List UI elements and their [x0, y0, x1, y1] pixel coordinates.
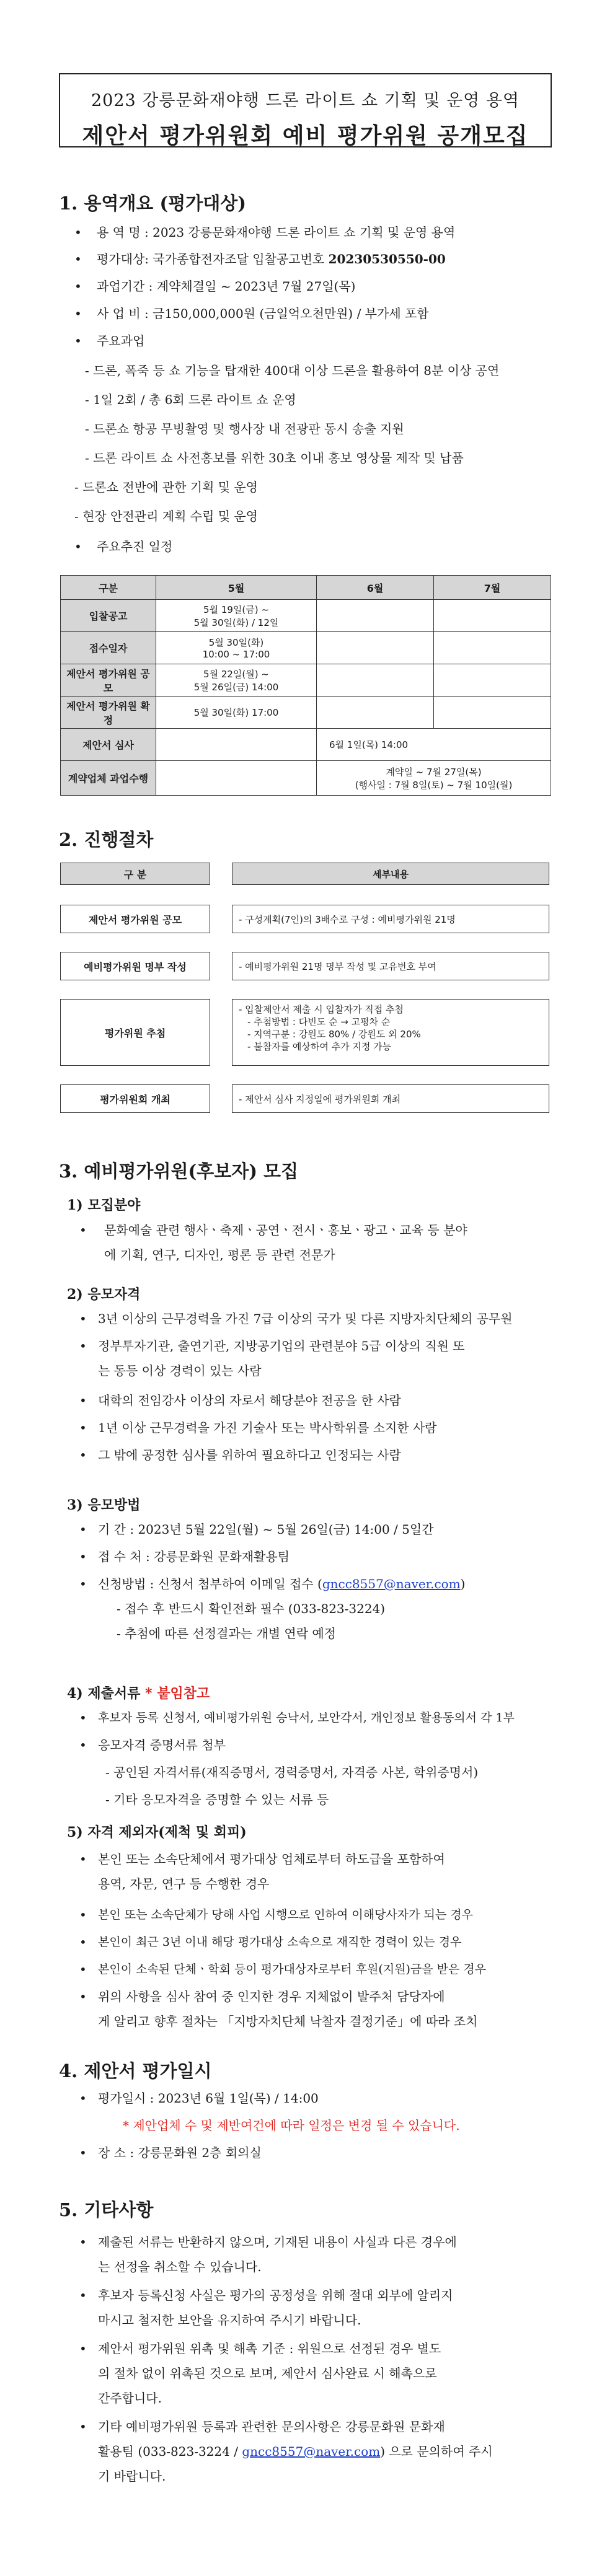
s1-item-value: : 금150,000,000원 (금일억오천만원) / 부가세 포함	[144, 306, 429, 321]
s1-item-label: 용 역 명	[97, 225, 141, 240]
eval-location: 장 소 : 강릉문화원 2층 회의실	[98, 2145, 262, 2160]
misc-item: 제안서 평가위원 위촉 및 해촉 기준 : 위원으로 선정된 경우 별도 의 절차 없이 위촉된 것으로 보며, 제안서 심사완료 시 해촉으로 간주합니다.	[98, 2341, 441, 2406]
proc-step-detail: - 예비평가위원 21명 명부 작성 및 고유번호 부여	[232, 952, 549, 980]
s1-schedule-label: • 주요추진 일정	[74, 539, 173, 554]
table-row: 제안서 심사 6월 1일(목) 14:00	[61, 729, 551, 761]
contact-email-link[interactable]: gncc8557@naver.com	[242, 2444, 381, 2459]
document-page: 2023 강릉문화재야행 드론 라이트 쇼 기획 및 운영 용역 제안서 평가위원회 예비 평가위원 공개모집 1. 용역개요 (평가대상) • 용 역 명 : 2023 강릉문화재야행 드론 라이트 쇼 기획 및 운영 용역 • 평가대상: 국가종합전자조달 입찰공고번호 20230530550-00 • 과업기간 : 계약체결일 ~ 2023년 7월 27일(목) • 사 업 비 : 금150,000,000원 (금일억오천만원) / 부가세 포함 • 주요과업 - 드론, 폭죽 등 쇼 기능을 탑재한 400대 이상 드론을 활용하여 8분 이상 공연 - 1일 2회 / 총 6회 드론 라이트 쇼 운영 - 드론쇼 항공 무빙촬영 및 행사장 내 전광판 동시 송출 지원 - 드론 라이트 쇼 사전홍보를 위한 30초 이내 홍보 영상물 제작 및 납품 - 드론쇼 전반에 관한 기획 및 운영 - 현장 안전관리 계획 수립 및 운영 • 주요추진 일정 구분 5월 6월 7월 입찰공고 5월 19일(금) ~ 5월 30일(화) / 12일 접수일자 5월 30일(화) 10:00 ~ 17:00 제안서 평가위원 공모 5월 22일(월) ~ 5월 26일(금) 14:00 제안서 평가위원 확정 5월 30일(화) 17:00 제안서 심사 6월 1일(목) 14:00 계약업체 과업수행 계약일 ~ 7월 27일(목) (행사일 : 7월 8일(토) ~ 7월 10일(월) 2. 진행절차 구 분 세부내용 제안서 평가위원 공모 - 구성계획(7인)의 3배수로 구성 : 예비평가위원 21명 예비평가위원 명부 작성 - 예비평가위원 21명 명부 작성 및 고유번호 부여 평가위원 추첨 - 입찰제안서 제출 시 입찰자가 직접 추첨 - 추첨방법 : 다빈도 순 → 고평차 순 - 지역구분 : 강원도 80% / 강원도 외 20% - 불참자를 예상하여 추가 지정 가능 평가위원회 개최 - 제안서 심사 지정일에 평가위원회 개최 3. 예비평가위원(후보자) 모집 1) 모집분야 • 문화예술 관련 행사ㆍ축제ㆍ공연ㆍ전시ㆍ홍보ㆍ광고ㆍ교육 등 분야 에 기획, 연구, 디자인, 평론 등 관련 전문가 2) 응모자격 • 3년 이상의 근무경력을 가진 7급 이상의 국가 및 다른 지방자치단체의 공무원 • 정부투자기관, 출연기관, 지방공기업의 관련분야 5급 이상의 직원 또 는 동등 이상 경력이 있는 사람 • 대학의 전임강사 이상의 자로서 해당분야 전공을 한 사람 • 1년 이상 근무경력을 가진 기술사 또는 박사학위를 소지한 사람 • 그 밖에 공정한 심사를 위하여 필요하다고 인정되는 사람 3) 응모방법 • 기 간 : 2023년 5월 22일(월) ~ 5월 26일(금) 14:00 / 5일간 • 접 수 처 : 강릉문화원 문화재활용팀 • 신청방법 : 신청서 첨부하여 이메일 접수 (gncc8557@naver.com) - 접수 후 반드시 확인전화 필수 (033-823-3224) - 추첨에 따른 선정결과는 개별 연락 예정 4) 제출서류 * 붙임참고 • 후보자 등록 신청서, 예비평가위원 승낙서, 보안각서, 개인정보 활용동의서 각 1부 • 응모자격 증명서류 첨부 - 공인된 자격서류(재직증명서, 경력증명서, 자격증 사본, 학위증명서) - 기타 응모자격을 증명할 수 있는 서류 등 5) 자격 제외자(제척 및 회피) • 본인 또는 소속단체에서 평가대상 업체로부터 하도급을 포함하여 용역, 자문, 연구 등 수행한 경우 • 본인 또는 소속단체가 당해 사업 시행으로 인하여 이해당사자가 되는 경우 • 본인이 최근 3년 이내 해당 평가대상 소속으로 재직한 경력이 있는 경우 • 본인이 소속된 단체ㆍ학회 등이 평가대상자로부터 후원(지원)금을 받은 경우 • 위의 사항을 심사 참여 중 인지한 경우 지체없이 발주처 담당자에 게 알리고 향후 절차는 「지방자치단체 낙찰자 결정기준」에 따라 조치 4. 제안서 평가일시 • 평가일시 : 2023년 6월 1일(목) / 14:00 * 제안업체 수 및 제반여건에 따라 일정은 변경 될 수 있습니다. • 장 소 : 강릉문화원 2층 회의실 5. 기타사항 • 제출된 서류는 반환하지 않으며, 기재된 내용이 사실과 다른 경우에 는 선정을 취소할 수 있습니다. • 후보자 등록신청 사실은 평가의 공정성을 위해 절대 외부에 알리지 마시고 철저한 보안을 유지하여 주시기 바랍니다. • 제안서 평가위원 위촉 및 해촉 기준 : 위원으로 선정된 경우 별도 의 절차 없이 위촉된 것으로 보며, 제안서 심사완료 시 해촉으로 간주합니다. • 기타 예비평가위원 등록과 관련한 문의사항은 강릉문화원 문화재 활용팀 (033-823-3224 / gncc8557@naver.com) 으로 문의하여 주시 기 바랍니다.	[0, 0, 615, 2576]
task-item: - 드론쇼 항공 무빙촬영 및 행사장 내 전광판 동시 송출 지원	[85, 421, 404, 436]
title-line-1: 2023 강릉문화재야행 드론 라이트 쇼 기획 및 운영 용역	[91, 91, 520, 110]
eligibility-item: 3년 이상의 근무경력을 가진 7급 이상의 국가 및 다른 지방자치단체의 공무원	[98, 1311, 513, 1326]
document-item: 응모자격 증명서류 첨부	[98, 1738, 226, 1752]
misc-item-contact: 기타 예비평가위원 등록과 관련한 문의사항은 강릉문화원 문화재 활용팀 (033-823-3224 / gncc8557@naver.com) 으로 문의하여 주시 기 바랍니다.	[98, 2419, 493, 2484]
schedule-change-note: * 제안업체 수 및 제반여건에 따라 일정은 변경 될 수 있습니다.	[123, 2118, 460, 2133]
proc-step-detail: - 구성계획(7인)의 3배수로 구성 : 예비평가위원 21명	[232, 905, 549, 933]
section-5-heading: 5. 기타사항	[59, 2199, 154, 2220]
eval-datetime: 평가일시 : 2023년 6월 1일(목) / 14:00	[98, 2091, 319, 2106]
table-header: 7월	[434, 576, 551, 600]
table-header: 5월	[156, 576, 317, 600]
proc-step-label: 제안서 평가위원 공모	[60, 905, 210, 933]
proc-step-detail: - 제안서 심사 지정일에 평가위원회 개최	[232, 1084, 549, 1113]
title-box	[59, 73, 552, 147]
s3-sub1-bullet: •	[79, 1223, 87, 1237]
table-row: 접수일자 5월 30일(화) 10:00 ~ 17:00	[61, 632, 551, 664]
document-dash: - 공인된 자격서류(재직증명서, 경력증명서, 자격증 사본, 학위증명서)	[105, 1765, 479, 1780]
section-3-heading: 3. 예비평가위원(후보자) 모집	[59, 1161, 299, 1182]
document-item: 후보자 등록 신청서, 예비평가위원 승낙서, 보안각서, 개인정보 활용동의서 각 1부	[98, 1711, 515, 1725]
apply-method: 신청방법 : 신청서 첨부하여 이메일 접수 (gncc8557@naver.com)	[98, 1576, 466, 1591]
task-item: - 드론쇼 전반에 관한 기획 및 운영	[74, 480, 259, 495]
exclusion-item: 위의 사항을 심사 참여 중 인지한 경우 지체없이 발주처 담당자에 게 알리고 향후 절차는 「지방자치단체 낙찰자 결정기준」에 따라 조치	[98, 1989, 478, 2029]
misc-item: 제출된 서류는 반환하지 않으며, 기재된 내용이 사실과 다른 경우에 는 선정을 취소할 수 있습니다.	[98, 2235, 457, 2274]
document-dash: - 기타 응모자격을 증명할 수 있는 서류 등	[105, 1792, 329, 1807]
section-1-heading: 1. 용역개요 (평가대상)	[59, 193, 247, 214]
proc-header-category: 구 분	[60, 863, 210, 885]
s3-sub1-text: 문화예술 관련 행사ㆍ축제ㆍ공연ㆍ전시ㆍ홍보ㆍ광고ㆍ교육 등 분야 에 기획, 연구, 디자인, 평론 등 관련 전문가	[104, 1223, 467, 1262]
title-line-2: 제안서 평가위원회 예비 평가위원 공개모집	[82, 123, 529, 149]
s1-item-label: 주요과업	[97, 333, 145, 348]
s3-sub5-heading: 5) 자격 제외자(제척 및 회피)	[67, 1824, 247, 1840]
task-item: - 드론, 폭죽 등 쇼 기능을 탑재한 400대 이상 드론을 활용하여 8분 이상 공연	[85, 363, 500, 378]
exclusion-item: 본인이 최근 3년 이내 해당 평가대상 소속으로 재직한 경력이 있는 경우	[98, 1935, 462, 1949]
s1-item-value: : 국가종합전자조달 입찰공고번호	[144, 252, 329, 266]
schedule-table	[60, 575, 551, 796]
eligibility-item: 1년 이상 근무경력을 가진 기술사 또는 박사학위를 소지한 사람	[98, 1420, 437, 1435]
section-4-heading: 4. 제안서 평가일시	[59, 2060, 212, 2081]
table-row: 계약업체 과업수행 계약일 ~ 7월 27일(목) (행사일 : 7월 8일(토) ~ 7월 10일(월)	[61, 761, 551, 796]
email-link[interactable]: gncc8557@naver.com	[322, 1576, 461, 1591]
s3-sub2-heading: 2) 응모자격	[67, 1286, 141, 1303]
s1-item-label: 과업기간	[97, 279, 145, 294]
s3-sub4-heading: 4) 제출서류 * 붙임참고	[67, 1686, 210, 1702]
s1-item-label: 사 업 비	[97, 306, 141, 321]
proc-step-label: 평가위원 추첨	[60, 999, 210, 1066]
table-header: 구분	[61, 576, 156, 600]
misc-item: 후보자 등록신청 사실은 평가의 공정성을 위해 절대 외부에 알리지 마시고 철저한 보안을 유지하여 주시기 바랍니다.	[98, 2288, 453, 2328]
exclusion-item: 본인이 소속된 단체ㆍ학회 등이 평가대상자로부터 후원(지원)금을 받은 경우	[98, 1963, 487, 1976]
apply-period: 기 간 : 2023년 5월 22일(월) ~ 5월 26일(금) 14:00 / 5일간	[98, 1522, 434, 1537]
task-item: - 1일 2회 / 총 6회 드론 라이트 쇼 운영	[85, 392, 296, 407]
table-row: 제안서 평가위원 공모 5월 22일(월) ~ 5월 26일(금) 14:00	[61, 664, 551, 697]
apply-office: 접 수 처 : 강릉문화원 문화재활용팀	[98, 1549, 290, 1564]
s1-item-value: : 계약체결일 ~ 2023년 7월 27일(목)	[148, 279, 356, 294]
proc-step-label: 예비평가위원 명부 작성	[60, 952, 210, 980]
s1-item-value: : 2023 강릉문화재야행 드론 라이트 쇼 기획 및 운영 용역	[144, 225, 456, 240]
apply-note: - 추첨에 따른 선정결과는 개별 연락 예정	[117, 1626, 337, 1641]
s1-item-period: • 과업기간 : 계약체결일 ~ 2023년 7월 27일(목)	[74, 279, 356, 294]
s3-sub1-heading: 1) 모집분야	[67, 1197, 141, 1213]
s1-item-target: • 평가대상: 국가종합전자조달 입찰공고번호 20230530550-00	[74, 252, 446, 266]
eligibility-item: 그 밖에 공정한 심사를 위하여 필요하다고 인정되는 사람	[98, 1448, 401, 1462]
exclusion-item: 본인 또는 소속단체에서 평가대상 업체로부터 하도급을 포함하여 용역, 자문, 연구 등 수행한 경우	[98, 1852, 445, 1891]
section-2-heading: 2. 진행절차	[59, 829, 154, 850]
s1-item-budget: • 사 업 비 : 금150,000,000원 (금일억오천만원) / 부가세 포함	[74, 306, 429, 321]
s1-item-tasks: • 주요과업	[74, 332, 144, 350]
s3-sub3-heading: 3) 응모방법	[67, 1497, 141, 1513]
table-row: 제안서 평가위원 확정 5월 30일(화) 17:00	[61, 697, 551, 729]
table-row: 입찰공고 5월 19일(금) ~ 5월 30일(화) / 12일	[61, 600, 551, 632]
s1-item-label: 평가대상	[97, 252, 145, 266]
bid-number: 20230530550-00	[328, 252, 446, 266]
proc-step-detail: - 입찰제안서 제출 시 입찰자가 직접 추첨 - 추첨방법 : 다빈도 순 → 고평차 순 - 지역구분 : 강원도 80% / 강원도 외 20% - 불참자를 예상하여 추가 지정 가능	[232, 999, 549, 1066]
task-item: - 드론 라이트 쇼 사전홍보를 위한 30초 이내 홍보 영상물 제작 및 납품	[85, 451, 464, 465]
table-header: 6월	[317, 576, 434, 600]
s1-item-project: • 용 역 명 : 2023 강릉문화재야행 드론 라이트 쇼 기획 및 운영 용역	[74, 225, 456, 240]
task-item: - 현장 안전관리 계획 수립 및 운영	[74, 509, 259, 524]
exclusion-item: 본인 또는 소속단체가 당해 사업 시행으로 인하여 이해당사자가 되는 경우	[98, 1908, 473, 1922]
eligibility-item: 정부투자기관, 출연기관, 지방공기업의 관련분야 5급 이상의 직원 또 는 동등 이상 경력이 있는 사람	[98, 1339, 465, 1378]
proc-step-label: 평가위원회 개최	[60, 1084, 210, 1113]
eligibility-item: 대학의 전임강사 이상의 자로서 해당분야 전공을 한 사람	[98, 1393, 401, 1408]
apply-note: - 접수 후 반드시 확인전화 필수 (033-823-3224)	[117, 1601, 386, 1616]
attachment-note: * 붙임참고	[145, 1686, 210, 1702]
proc-header-detail: 세부내용	[232, 863, 549, 885]
